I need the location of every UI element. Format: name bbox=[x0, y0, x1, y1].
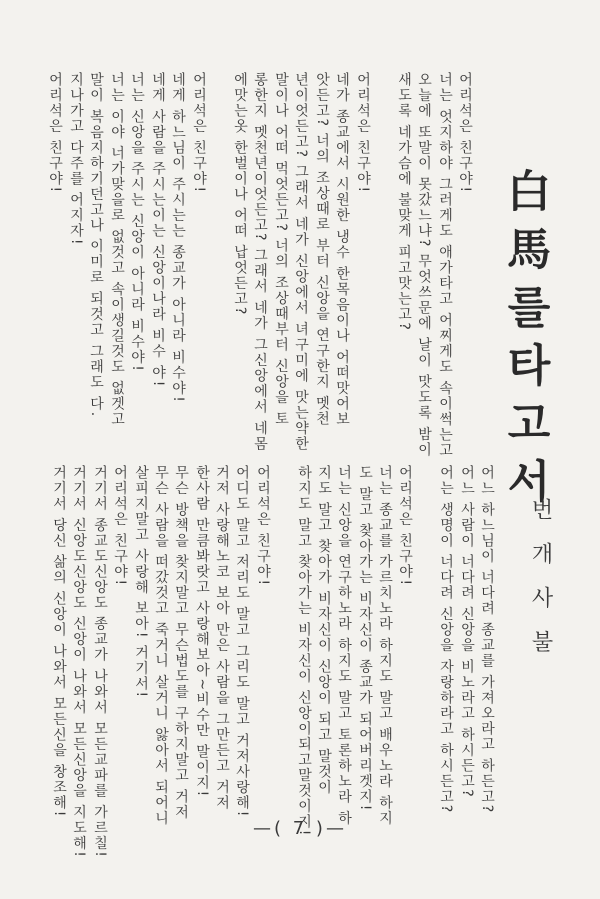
author-name: 번개사불 bbox=[528, 498, 553, 674]
text-column: 거기서 종교도신앙도 종교가 나와서 모든교파를 가르칠! bbox=[92, 465, 108, 859]
text-column: 너는 엇지하야 그러게도 애가타고 어찌게도 속이썩는고 bbox=[437, 72, 453, 459]
text-column: 어느 사람이 너다려 신앙을 비노라고 하시든고? bbox=[459, 465, 475, 799]
text-column: 너는 이야 너가맞을로 없것고 속이생길것도 없겟고 bbox=[109, 72, 125, 428]
text-column: 너는 신앙을 연구하노라 하지도 말고 토론하노라 하 bbox=[336, 465, 352, 827]
text-column: 에맛는옷 한벌이나 어떠 납엇든고? bbox=[232, 72, 248, 316]
text-column: 년이엇든고? 그래서 네가 신앙에서 녀구미에 맛는약한 bbox=[293, 72, 309, 452]
text-column: 말이 복음지하기던고나 이미로 되것고 그래도 다. bbox=[88, 72, 104, 418]
text-column: 어리석은 친구야! bbox=[112, 465, 128, 587]
text-column: 살피지말고 사랑해 보아! 거기서! bbox=[133, 465, 149, 699]
text-column: 거기서 신앙도신앙도 신앙이 나와서 모든신앙을 지도해! bbox=[71, 465, 87, 859]
text-column: 어리석은 친구야! bbox=[191, 72, 207, 194]
text-column: 어는 생명이 너다려 신앙을 자랑하라고 하시든고? bbox=[438, 465, 454, 814]
text-column: 어리석은 친구야! bbox=[397, 465, 413, 587]
text-column: 어디도 말고 저리도 말고 그리도 말고 거저사랑해! bbox=[234, 465, 250, 818]
text-column: 어리석은 친구야! bbox=[457, 72, 473, 194]
page-number: —( 7 )— bbox=[253, 818, 347, 839]
text-column: 롱한지 멧천년이엇든고? 그래서 네가 그신앙에서 네몸 bbox=[252, 72, 268, 452]
text-column: 무슨 사람을 떠갔것고 죽거니 살거니 앓아서 되어니 bbox=[153, 465, 169, 827]
text-column: 지도 말고 찾아가 비자신이 신앙이 되고 말것이 bbox=[316, 465, 332, 796]
text-column: 오늘에 또말이 못갔느냐? 무엇쓰문에 날이 맛도록 밤이 bbox=[416, 72, 432, 458]
text-column: 어리석은 친구야! bbox=[47, 72, 63, 194]
text-column: 한사람 만큼봐랏고 사랑해보아~비수만 말이지! bbox=[194, 465, 210, 798]
text-column: 거기서 당신 삶의 신앙이 나와서 모든신을 창조해! bbox=[51, 465, 67, 818]
text-column: 어느 하느님이 너다려 종교를 가져오라고 하든고? bbox=[479, 465, 495, 814]
text-column: 네게 하느님이 주시는는 종교가 아니라 비수야! bbox=[170, 72, 186, 404]
text-column: 네게 사람을 주시는이는 신앙이나라 비수 야! bbox=[150, 72, 166, 388]
text-column: 앗든고? 너의 조상때로 부터 신앙을 연구한지 멧천 bbox=[314, 72, 330, 427]
article-title: 白馬를타고서 bbox=[499, 168, 550, 516]
text-column: 너는 신앙을 주시는 신앙이 아니라 비수야! bbox=[129, 72, 145, 373]
text-column: 도 말고 찾아가는 비자신이 종교가 되어버리겟지! bbox=[357, 465, 373, 812]
text-column: 하지도 말고 찾아가는 비자신이 신앙이되고말것이지! bbox=[296, 465, 312, 837]
text-column: 어리석은 친구야! bbox=[255, 465, 271, 587]
text-column: 너는 종교를 가르치노라 하지도 말고 배우노라 하지 bbox=[377, 465, 393, 827]
text-column: 지나가고 다주를 어지자! bbox=[68, 72, 84, 247]
text-column: 어리석은 친구야! bbox=[355, 72, 371, 194]
text-column: 말이나 어떠 먹엇든고? 너의 조상때부터 신앙을 토 bbox=[273, 72, 289, 427]
text-column: 네가 종교에서 시원한 냉수 한목음이나 어떠맛어보 bbox=[334, 72, 350, 428]
text-column: 새도록 네가슴에 불맞게 피고맛는고? bbox=[396, 72, 412, 332]
text-column: 무슨 방책을 찾지말고 무슨법도를 구하지말고 거저 bbox=[173, 465, 189, 821]
text-column: 거저 사랑해노코 보아 만은 사람을 그만든고 거저 bbox=[214, 465, 230, 811]
